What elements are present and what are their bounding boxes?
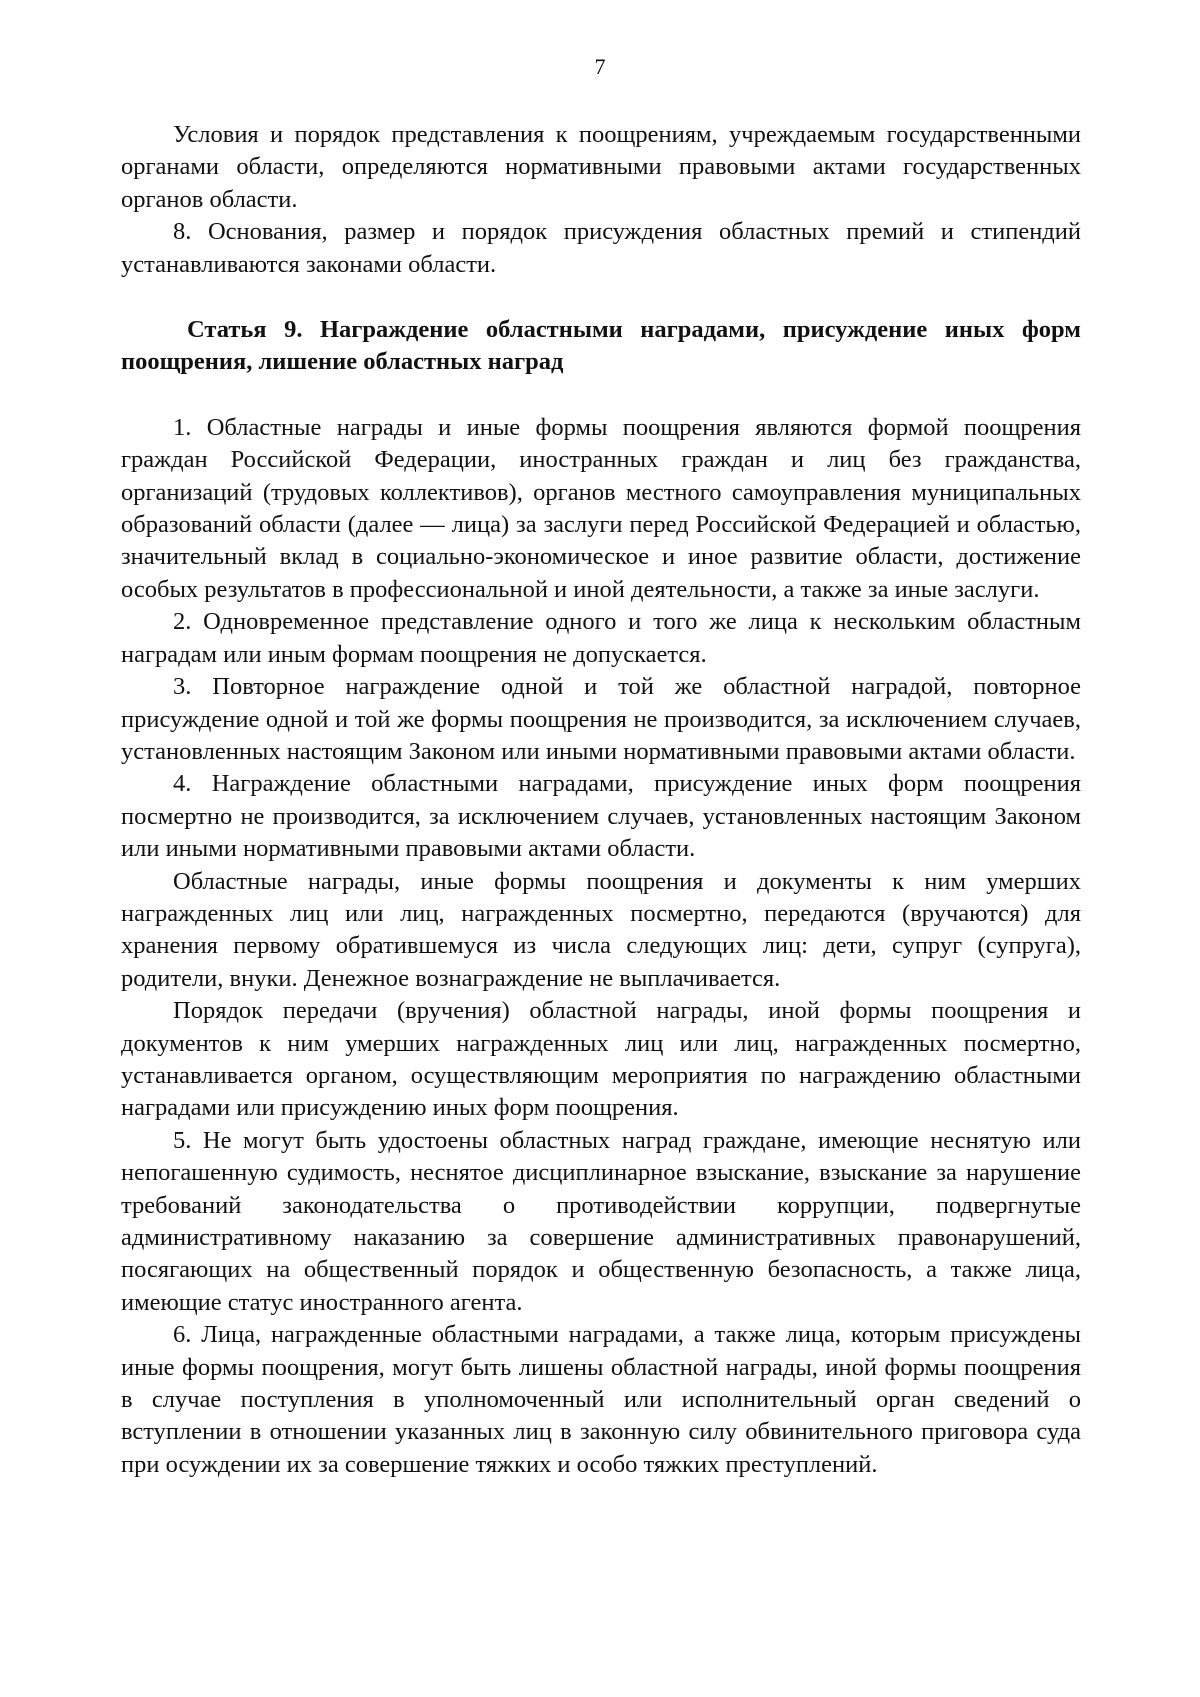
- paragraph: Областные награды, иные формы поощрения и документы к ним умерших награжденных лиц или лиц, награжденных посмертно, передаются (вручаются) для хранения первому обратившемуся из числа следующих лиц: дети, супруг (супруга), родители, внуки. Денежное вознаграждение не выплачивается.: [121, 867, 1081, 992]
- paragraph: 3. Повторное награждение одной и той же областной наградой, повторное присуждение одной и той же формы поощрения не производится, за исключением случаев, установленных настоящим Законом или иными нормативными правовыми актами области.: [121, 673, 1081, 765]
- paragraph: Порядок передачи (вручения) областной награды, иной формы поощрения и документов к ним умерших награжденных лиц или лиц, награжденных посмертно, устанавливается органом, осуществляющим мероприятия по награждению областными наградами или присуждению иных форм поощрения.: [121, 997, 1081, 1122]
- paragraph: 2. Одновременное представление одного и того же лица к нескольким областным наградам или иным формам поощрения не допускается.: [121, 608, 1081, 668]
- paragraph: 8. Основания, размер и порядок присуждения областных премий и стипендий устанавливаются законами области.: [121, 218, 1081, 278]
- paragraph: 1. Областные награды и иные формы поощрения являются формой поощрения граждан Российской Федерации, иностранных граждан и лиц без гражданства, организаций (трудовых коллективов), органов местного самоуправления муниципальных образований области (далее — лица) за заслуги перед Российской Федерацией и областью, значительный вклад в социально-экономическое и иное развитие области, достижение особых результатов в профессиональной и иной деятельности, а также за иные заслуги.: [121, 413, 1081, 603]
- paragraph: Условия и порядок представления к поощрениям, учреждаемым государственными органами области, определяются нормативными правовыми актами государственных органов области.: [121, 121, 1081, 213]
- document-body: [121, 119, 1081, 1481]
- paragraph: 5. Не могут быть удостоены областных наград граждане, имеющие неснятую или непогашенную судимость, неснятое дисциплинарное взыскание, взыскание за нарушение требований законодательства о противодействии коррупции, подвергнутые административному наказанию за совершение административных правонарушений, посягающих на общественный порядок и общественную безопасность, а также лица, имеющие статус иностранного агента.: [121, 1126, 1081, 1316]
- paragraph: 4. Награждение областными наградами, присуждение иных форм поощрения посмертно не производится, за исключением случаев, установленных настоящим Законом или иными нормативными правовыми актами области.: [121, 770, 1081, 863]
- paragraph: 6. Лица, награжденные областными наградами, а также лица, которым присуждены иные формы поощрения, могут быть лишены областной награды, иной формы поощрения в случае поступления в уполномоченный или исполнительный орган сведений о вступлении в отношении указанных лиц в законную силу обвинительного приговора суда при осуждении их за совершение тяжких и особо тяжких преступлений.: [121, 1321, 1081, 1478]
- article-heading: Статья 9. Награждение областными наградами, присуждение иных форм поощрения, лишение областных наград: [121, 316, 1081, 376]
- page-number: 7: [594, 54, 606, 79]
